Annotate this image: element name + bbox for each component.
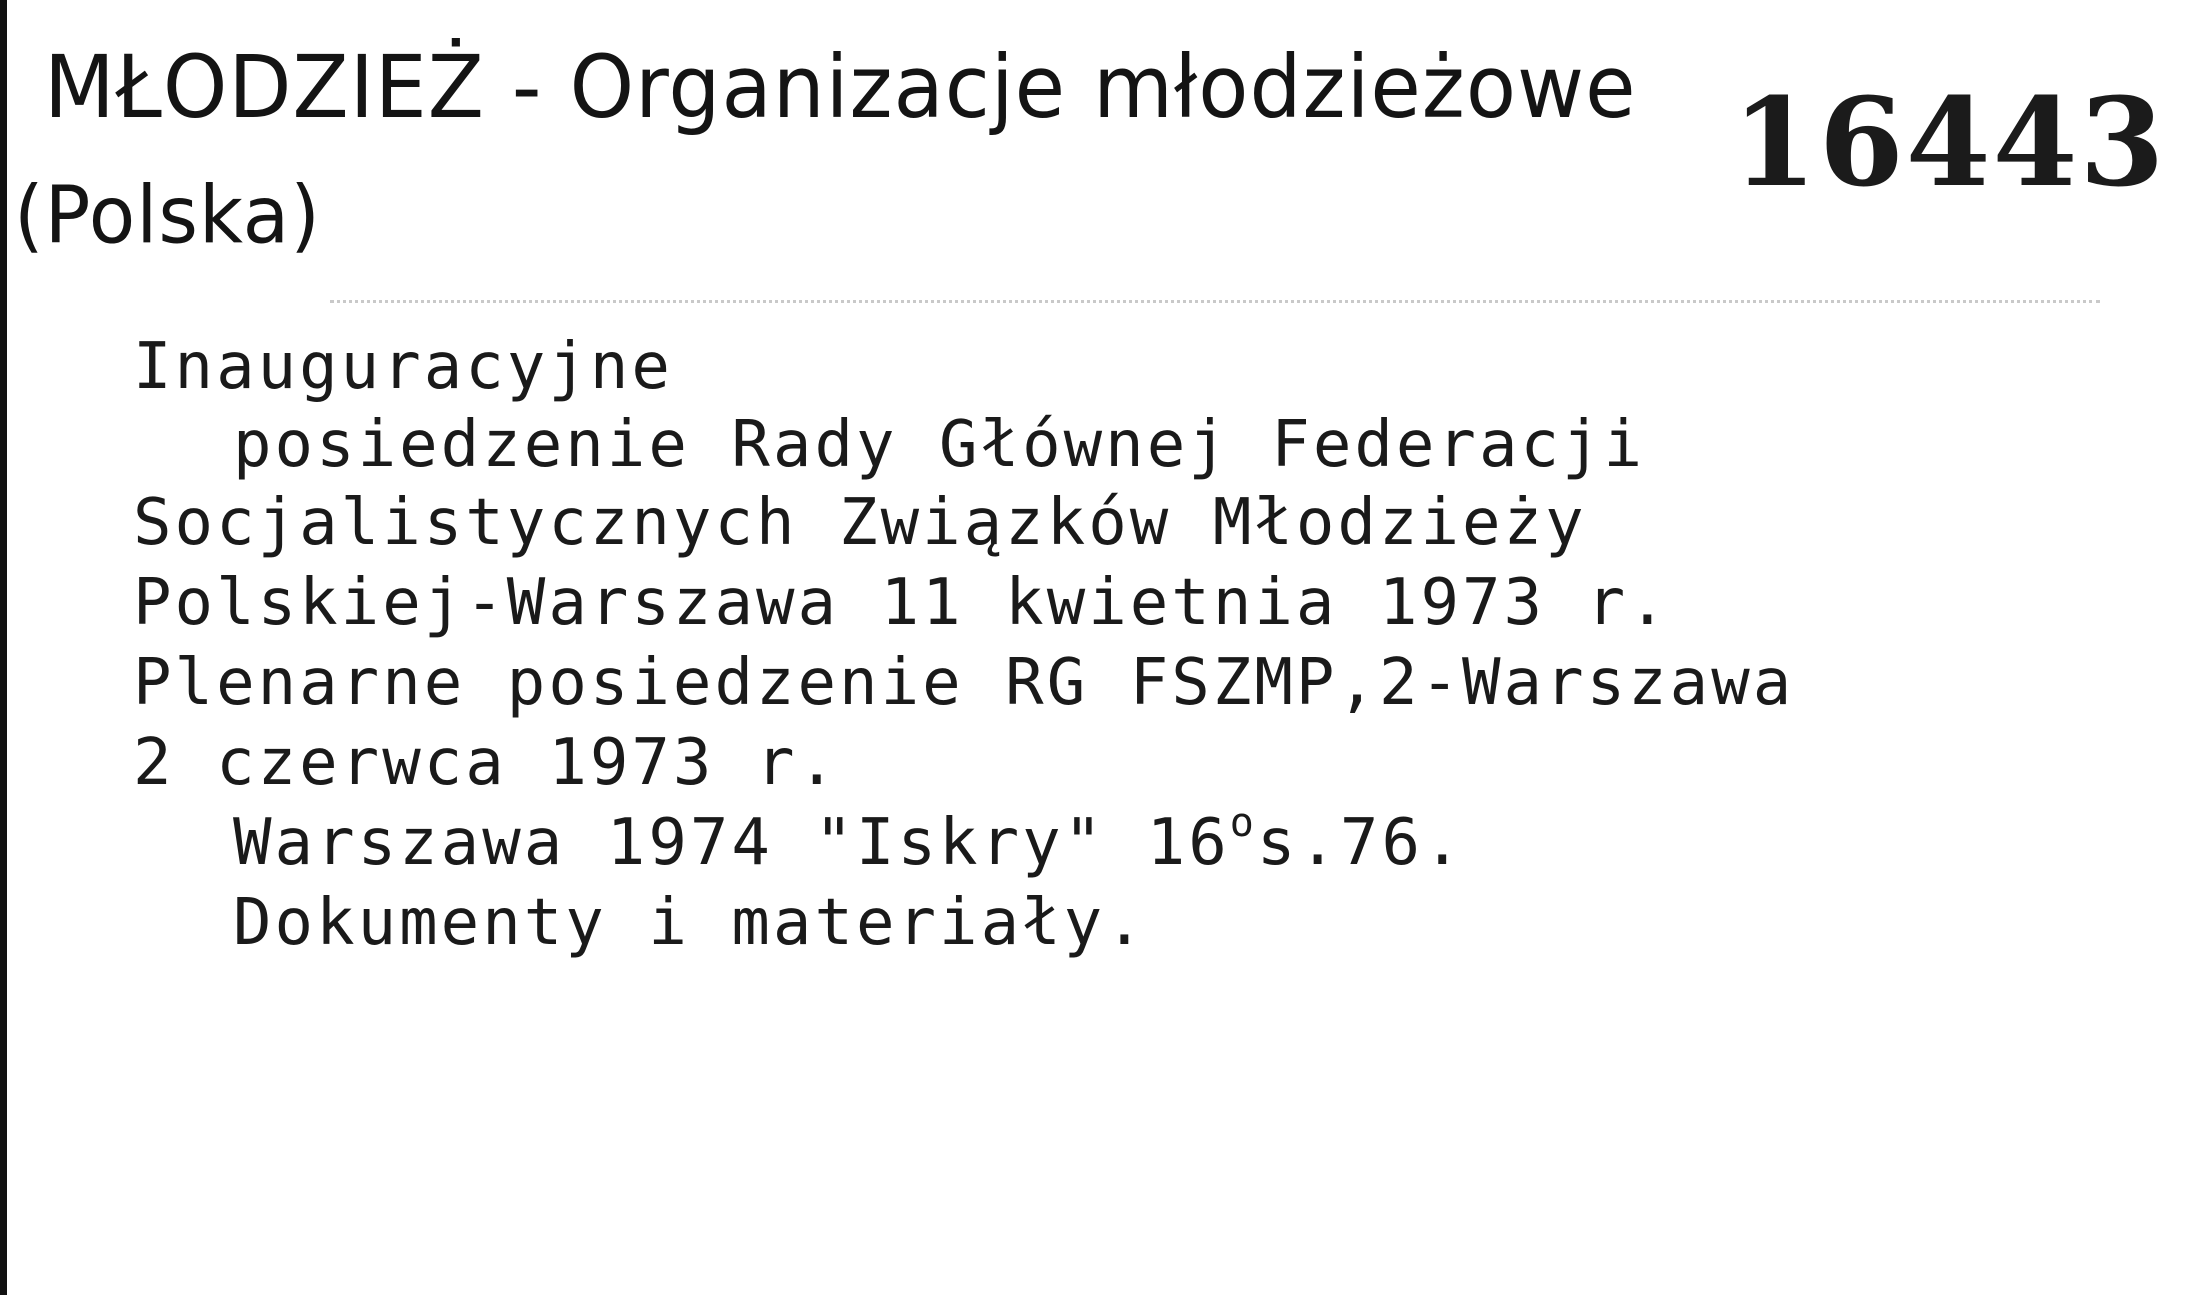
subject-heading-qualifier: (Polska) bbox=[14, 168, 321, 262]
entry-line-5: Plenarne posiedzenie RG FSZMP,2-Warszawa bbox=[133, 646, 1795, 720]
format-superscript: o bbox=[1229, 800, 1257, 846]
subject-heading: MŁODZIEŻ - Organizacje młodzieżowe bbox=[44, 38, 1637, 138]
series-line: Dokumenty i materiały. bbox=[233, 886, 1147, 960]
divider bbox=[330, 300, 2100, 303]
pages-text: s.76. bbox=[1256, 806, 1465, 880]
entry-line-4: Polskiej-Warszawa 11 kwietnia 1973 r. bbox=[133, 566, 1670, 640]
imprint-line bbox=[233, 800, 1465, 880]
entry-line-2: posiedzenie Rady Głównej Federacji bbox=[233, 408, 1646, 482]
card-number-stamp: 16443 bbox=[1732, 70, 2167, 214]
imprint-text: Warszawa 1974 "Iskry" 16 bbox=[233, 806, 1230, 880]
card-edge bbox=[0, 0, 7, 1295]
entry-line-1: Inauguracyjne bbox=[133, 330, 673, 404]
entry-line-6: 2 czerwca 1973 r. bbox=[133, 726, 840, 800]
entry-line-3: Socjalistycznych Związków Młodzieży bbox=[133, 486, 1587, 560]
